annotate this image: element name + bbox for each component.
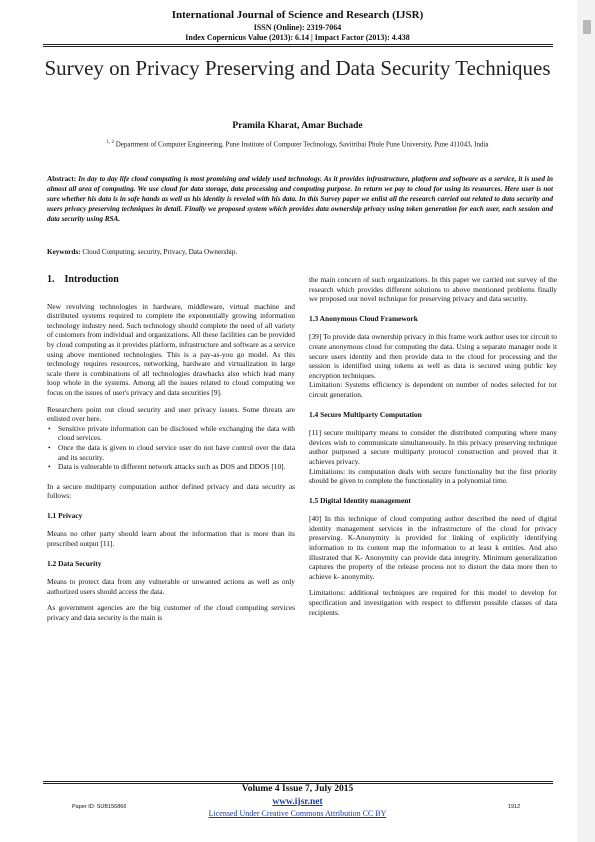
paragraph: the main concern of such organizations. In this paper we carried out survey of the research which provides different solutions to above mentioned problems finally we proposed our novel technique for preserving privacy and data security. — [309, 275, 557, 304]
limitation-text: Limitations: its computation deals with secure functionality but the first priority should be given to complete the functionality in a polynomial time. — [309, 466, 557, 486]
abstract — [47, 174, 553, 224]
paper-id: Paper ID: SUB156866 — [72, 804, 127, 810]
bullet-icon: • — [48, 442, 51, 452]
list-item: • Data is vulnerable to different network attacks such as DOS and DDOS [10]. — [48, 462, 286, 472]
section-title: Introduction — [64, 274, 119, 285]
abstract-label: Abstract: — [47, 175, 77, 183]
paragraph: [11] secure multiparty means to consider the distributed computing where many devices wish to communicate simultaneously. In this privacy preserving technique author purposed a secure multiparty protocol construction and proved that it achieves privacy. — [309, 428, 557, 466]
subsection-heading-anonymous-cloud: 1.3 Anonymous Cloud Framework — [309, 313, 418, 323]
right-column — [309, 275, 557, 624]
threat-list — [47, 424, 295, 472]
section-heading-introduction — [47, 275, 295, 285]
paragraph: Researchers point out cloud security and user privacy issues. Some threats are enlisted over here. — [47, 404, 295, 424]
subsection-heading-multiparty: 1.4 Secure Multiparty Computation — [309, 409, 422, 419]
header-rule-2 — [43, 46, 553, 47]
list-item: • Sensitive private information can be disclosed while exchanging the data with cloud services. — [48, 423, 295, 443]
affiliation-marker: 1, 2 — [106, 140, 114, 145]
header-rule — [43, 44, 553, 45]
paragraph: Means no other party should learn about the information that is more than its prescribed output [11]. — [47, 529, 295, 549]
subsection-heading-identity: 1.5 Digital Identity management — [309, 495, 411, 505]
left-column — [47, 270, 295, 630]
keywords-label: Keywords: — [47, 248, 81, 256]
volume-issue: Volume 4 Issue 7, July 2015 — [241, 784, 354, 794]
abstract-text: In day to day life cloud computing is most promising and widely used technology. As it provides infrastructure, platform and software as a service, it is used in almost all area of computing. We use cloud for data storage, data processing and computing purpose. In return we pay to cloud for using its resources. Here user is not sure whether his data is in safe hands as well as his identity is reveled with his data. In this Survey paper we enlist all the research carried out related to data security and users privacy preserving techniques in detail. Finally we proposed system which provides data ownership privacy using token generation for each user, each session and data security using RSA. — [47, 175, 554, 223]
paper-title: Survey on Privacy Preserving and Data Security Techniques — [44, 56, 551, 80]
keywords — [47, 248, 553, 256]
issn: ISSN (Online): 2319-7064 — [253, 23, 342, 32]
subsection-heading-privacy: 1.1 Privacy — [47, 510, 83, 520]
affiliation-text: Department of Computer Engineering, Pune Institute of Computer Technology, Savitribai Phule Pune University, Pune 411043, India — [115, 140, 489, 149]
paragraph: [40] In this technique of cloud computing author described the need of digital identity management services in the infrastructure of the cloud for privacy preserving. K-Anonymity is provided for linking of explicitly identifying information to its content map the information to at least k entities. And also illustrated that K- Anonymity can provide data integrity. Minimum generalization captures the property of the release process not to distort the data more then to achieve k- anonymity. — [309, 514, 557, 581]
paragraph: [39] To provide data ownership privacy in this frame work author uses tor circuit to create anonymous cloud for computing the data. Using a separate manager node it secure users identity and then provide data to the cloud for processing and the session is identified using tokens as well as data is secured using public key encryption techniques. — [309, 332, 557, 380]
authors: Pramila Kharat, Amar Buchade — [232, 121, 363, 131]
list-item: • Once the data is given to cloud service user do not have control over the data and its security. — [48, 442, 295, 462]
subsection-heading-data-security: 1.2 Data Security — [47, 558, 102, 568]
paragraph: As government agencies are the big customer of the cloud computing services privacy and data security is the main is — [47, 603, 295, 623]
bullet-icon: • — [48, 462, 51, 472]
index-line: Index Copernicus Value (2013): 6.14 | Impact Factor (2013): 4.438 — [185, 33, 410, 42]
affiliation — [40, 140, 555, 148]
bullet-icon: • — [48, 423, 51, 433]
paragraph: Means to protect data from any vulnerable or unwanted actions as well as only authorized users should access the data. — [47, 577, 295, 596]
license-link[interactable]: Licensed Under Creative Commons Attribution CC BY — [208, 809, 387, 818]
journal-name: International Journal of Science and Research (IJSR) — [171, 9, 424, 21]
paragraph: In a secure multiparty computation author defined privacy and data security as follows: — [47, 481, 295, 501]
limitation-text: Limitation: Systems efficiency is dependent on number of nodes selected for tor circuit generation. — [309, 380, 557, 399]
keywords-text: Cloud Computing, security, Privacy, Data Ownership. — [82, 248, 238, 256]
journal-url-link[interactable]: www.ijsr.net — [272, 797, 323, 807]
footer-rule — [43, 781, 553, 782]
paragraph: New revolving technologies in hardware, middleware, virtual machine and distributed systems required to complete the exponentially growing information technology industry need. Such technology should complete the need of all variety of customers from individual and organizations. All these facilities can be provided by cloud computing as it provides platform, infrastructure and software as a service using above mentioned technologies. This is a pay-as-you go model. As this technology requires resources, networking, hardware and virtualization in large scale there is combinations of all technologies drawbacks also which lead many loop whole in the systems. Among all the issues related to cloud computing we focus on the issues of user's privacy and data securities [9]. — [47, 301, 295, 397]
section-number: 1. — [47, 274, 55, 285]
limitation-text: Limitations: additional techniques are required for this model to develop for specification and investigation with respect to different possible classes of data recipients. — [309, 588, 557, 617]
page-number: 1912 — [508, 804, 521, 810]
